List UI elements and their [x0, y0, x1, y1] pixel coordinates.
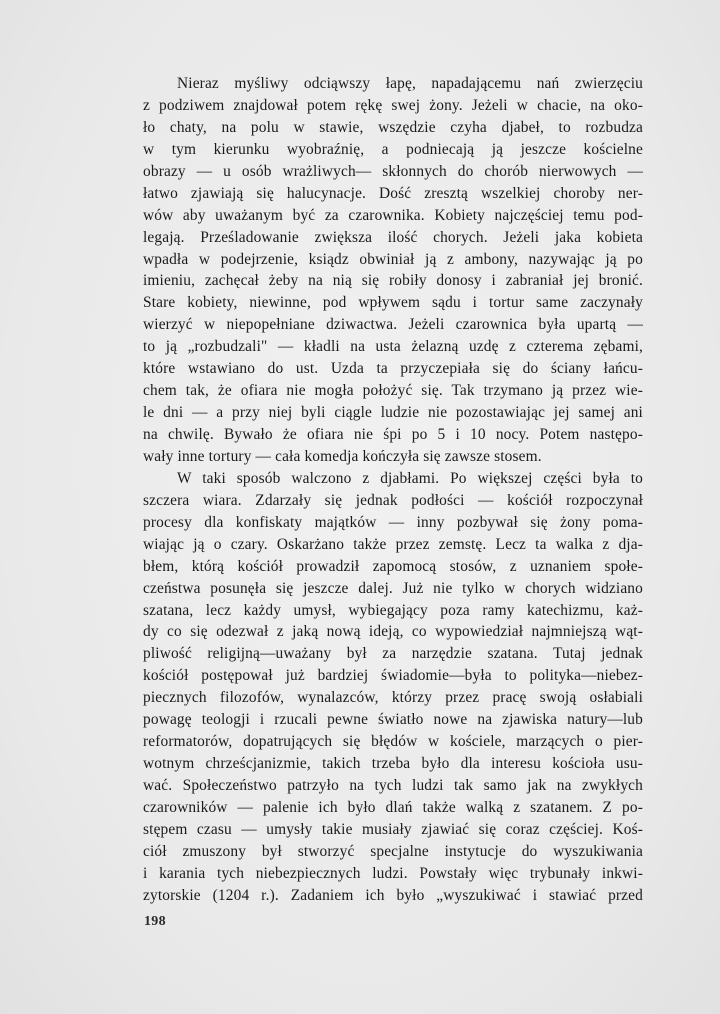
text-line: czarowników — palenie ich było dlań także walką z szatanem. Z po- [143, 798, 643, 816]
text-line: to ją „rozbudzali" — kładli na usta żelazną uzdę z czterema zębami, [143, 338, 643, 356]
text-line: szczera wiara. Zdarzały się jednak podłości — kościół rozpoczynał [143, 491, 643, 509]
text-line: i karania tych niebezpiecznych ludzi. Powstały więc trybunały inkwi- [143, 864, 643, 882]
text-line: procesy dla konfiskaty majątków — inny pozbywał się żony poma- [143, 513, 643, 531]
text-line: W taki sposób walczono z djabłami. Po większej części była to [177, 469, 643, 487]
paragraph-2 [143, 468, 643, 907]
text-line: wpadła w podejrzenie, ksiądz obwiniał ją z ambony, nazywając ją po [143, 250, 643, 268]
text-line: legają. Prześladowanie zwiększa ilość chorych. Jeżeli jaka kobieta [143, 228, 643, 246]
paragraph-1 [143, 73, 643, 468]
text-line: czeństwa posunęła się jeszcze dalej. Już nie tylko w chorych widziano [143, 579, 643, 597]
text-line: wać. Społeczeństwo patrzyło na tych ludzi tak samo jak na zwykłych [143, 777, 643, 794]
text-line: dy co się odezwał z jaką nową ideją, co wypowiedział najmniejszą wąt- [143, 623, 643, 641]
text-line: wiając ją o czary. Oskarżano także przez zemstę. Lecz ta walka z dja- [143, 535, 643, 553]
text-line: chem tak, że ofiara nie mogła położyć się. Tak trzymano ją przez wie- [143, 382, 643, 400]
text-line: reformatorów, dopatrujących się błędów w kościele, marzących o pier- [143, 733, 643, 751]
text-line: kościół postępował już bardziej świadomie—była to polityka—niebez- [143, 667, 643, 685]
text-line: ło chaty, na polu w stawie, wszędzie czyha djabeł, to rozbudza [143, 118, 643, 136]
text-line: z podziwem znajdował potem rękę swej żony. Jeżeli w chacie, na oko- [143, 96, 643, 114]
text-line: ciół zmuszony był stworzyć specjalne instytucje do wyszukiwania [143, 842, 643, 860]
text-line: błem, którą kościół prowadził zapomocą stosów, z uznaniem społe- [143, 557, 643, 575]
text-line: Nieraz myśliwy odciąwszy łapę, napadającemu nań zwierzęciu [177, 75, 643, 92]
text-line: wały inne tortury — cała komedja kończyła się zawsze stosem. [143, 447, 542, 465]
text-line: na chwilę. Bywało że ofiara nie śpi po 5 i 10 nocy. Potem następo- [143, 426, 643, 443]
text-line: obrazy — u osób wrażliwych— skłonnych do chorób nierwowych — [143, 162, 643, 180]
text-line: pliwość religijną—uważany był za narzędzie szatana. Tutaj jednak [143, 645, 643, 663]
text-line: piecznych filozofów, wynalazców, którzy przez pracę swoją osłabiali [143, 689, 643, 707]
text-line: wów aby uważanym być za czarownika. Kobiety najczęściej temu pod- [143, 206, 643, 224]
text-line: le dni — a przy niej byli ciągle ludzie nie pozostawiając jej samej ani [143, 404, 643, 422]
text-line: powagę teologji i rzucali pewne światło nowe na zjawiska natury—lub [143, 711, 643, 729]
text-line: imieniu, zachęcał żeby na nią się robiły donosy i zabraniał jej bronić. [143, 272, 643, 290]
text-line: wierzyć w niepopełniane dziwactwa. Jeżeli czarownica była upartą — [143, 316, 643, 334]
text-line: szatana, lecz każdy umysł, wybiegający poza ramy katechizmu, każ- [143, 601, 643, 619]
body-text [143, 73, 643, 907]
text-line: które wstawiano do ust. Uzda ta przyczepiała się do ściany łańcu- [143, 360, 643, 378]
text-line: stępem czasu — umysły takie musiały zjawiać się coraz częściej. Koś- [143, 820, 643, 838]
page-number: 198 [144, 914, 166, 929]
text-line: łatwo zjawiają się halucynacje. Dość zresztą wszelkiej choroby ner- [143, 184, 643, 202]
text-line: zytorskie (1204 r.). Zadaniem ich było „wyszukiwać i stawiać przed [143, 886, 643, 904]
text-line: w tym kierunku wyobraźnię, a podniecają ją jeszcze kościelne [143, 140, 643, 158]
text-line: wotnym chrześcjanizmie, takich trzeba było dla interesu kościoła usu- [143, 755, 643, 773]
text-line: Stare kobiety, niewinne, pod wpływem sądu i tortur same zaczynały [143, 294, 643, 312]
